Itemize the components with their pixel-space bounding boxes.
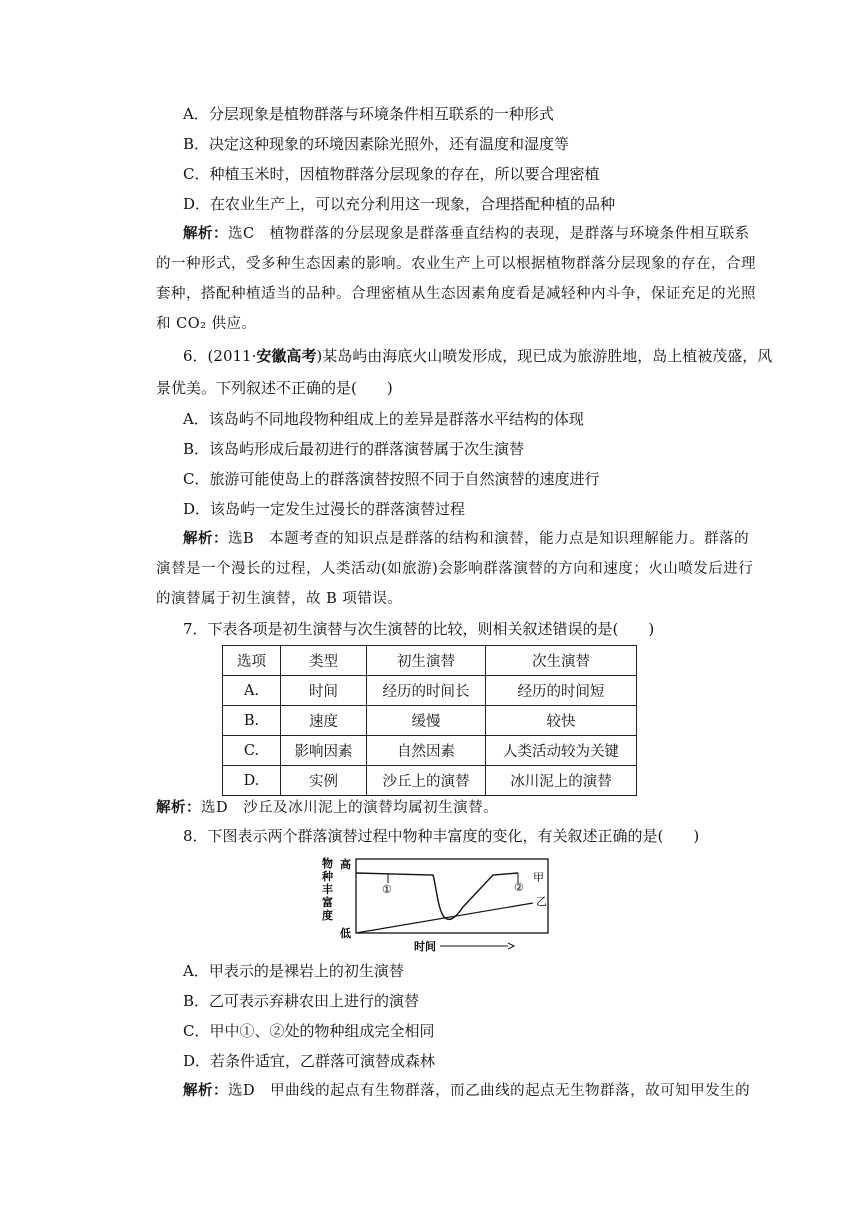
table-header-cell: 次生演替 — [486, 646, 637, 676]
table-row — [223, 736, 637, 766]
q6-stem-text: )某岛屿由海底火山喷发形成，现已成为旅游胜地，岛上植被茂盛，风 — [316, 347, 773, 365]
q7-stem: 7．下表各项是初生演替与次生演替的比较，则相关叙述错误的是( ) — [183, 620, 655, 638]
table-cell: 人类活动较为关键 — [486, 736, 637, 766]
table-cell: D. — [223, 766, 281, 796]
q8-explanation-line — [183, 1081, 750, 1101]
table-row — [223, 706, 637, 736]
table-row — [223, 766, 637, 796]
q5-explanation-line — [183, 224, 750, 244]
q5-explanation-line: 和 CO₂ 供应。 — [156, 316, 257, 332]
q6-option-b: B．该岛屿形成后最初进行的群落演替属于次生演替 — [183, 440, 525, 458]
comparison-table — [222, 645, 637, 796]
q8-expl-text: 选D 甲曲线的起点有生物群落，而乙曲线的起点无生物群落，故可知甲发生的 — [228, 1083, 751, 1099]
explanation-label: 解析： — [183, 530, 228, 547]
series-jia-line — [356, 873, 518, 919]
q7-explanation-line — [156, 798, 498, 818]
explanation-label: 解析： — [156, 799, 201, 816]
table-cell: 较快 — [486, 706, 637, 736]
q6-stem-line2: 景优美。下列叙述不正确的是( ) — [156, 379, 393, 397]
table-cell: 实例 — [281, 766, 367, 796]
q6-stem-line1 — [183, 346, 772, 366]
table-cell: 自然因素 — [367, 736, 486, 766]
q6-option-d: D．该岛屿一定发生过漫长的群落演替过程 — [183, 500, 466, 518]
table-header-cell: 类型 — [281, 646, 367, 676]
q8-option-a: A．甲表示的是裸岩上的初生演替 — [183, 962, 404, 980]
table-cell: 速度 — [281, 706, 367, 736]
table-cell: A. — [223, 676, 281, 706]
plot-frame — [356, 859, 548, 933]
table-header-row — [223, 646, 637, 676]
table-header-cell: 初生演替 — [367, 646, 486, 676]
arrow-head-icon — [508, 943, 514, 949]
marker-2-label: ② — [514, 881, 524, 894]
explanation-label: 解析： — [183, 225, 228, 242]
table-cell: C. — [223, 736, 281, 766]
q6-explanation-line: 演替是一个漫长的过程，人类活动(如旅游)会影响群落演替的方向和速度；火山喷发后进行 — [156, 561, 754, 577]
q6-source: 安徽高考 — [256, 347, 317, 365]
q5-option-c: C．种植玉米时，因植物群落分层现象的存在，所以要合理密植 — [183, 165, 600, 183]
q8-option-c: C．甲中①、②处的物种组成完全相同 — [183, 1022, 435, 1040]
q8-option-b: B．乙可表示弃耕农田上进行的演替 — [183, 992, 420, 1010]
q6-explanation-line — [183, 529, 749, 549]
q5-option-b: B．决定这种现象的环境因素除光照外，还有温度和湿度等 — [183, 135, 570, 153]
q6-number: 6．(2011· — [183, 347, 257, 365]
table-cell: 经历的时间短 — [486, 676, 637, 706]
q6-option-c: C．旅游可能使岛上的群落演替按照不同于自然演替的速度进行 — [183, 470, 600, 488]
q5-explanation-line: 的一种形式，受多种生态因素的影响。农业生产上可以根据植物群落分层现象的存在，合理 — [156, 256, 756, 272]
y-high-label: 高 — [340, 859, 351, 871]
table-cell: 沙丘上的演替 — [367, 766, 486, 796]
x-axis-label: 时间 — [414, 941, 436, 953]
q8-stem: 8．下图表示两个群落演替过程中物种丰富度的变化，有关叙述正确的是( ) — [183, 827, 700, 845]
explanation-label: 解析： — [183, 1082, 228, 1099]
q5-expl-text: 选C 植物群落的分层现象是群落垂直结构的表现，是群落与环境条件相互联系 — [228, 226, 750, 242]
series-yi-label: 乙 — [536, 895, 547, 908]
q7-expl-text: 选D 沙丘及冰川泥上的演替均属初生演替。 — [201, 800, 499, 816]
table-cell: 时间 — [281, 676, 367, 706]
q6-expl-text: 选B 本题考查的知识点是群落的结构和演替，能力点是知识理解能力。群落的 — [228, 531, 750, 547]
y-axis-label: 物种丰富度 — [322, 858, 333, 922]
series-jia-label: 甲 — [533, 871, 544, 884]
table-cell: 影响因素 — [281, 736, 367, 766]
table-row — [223, 676, 637, 706]
series-yi-line — [356, 903, 533, 933]
q5-explanation-line: 套种，搭配种植适当的品种。合理密植从生态因素角度看是减轻种内斗争，保证充足的光照 — [156, 286, 756, 302]
succession-chart — [318, 855, 558, 955]
y-low-label: 低 — [340, 928, 351, 940]
table-cell: 缓慢 — [367, 706, 486, 736]
table-cell: 冰川泥上的演替 — [486, 766, 637, 796]
marker-1-label: ① — [382, 883, 392, 896]
q5-option-a: A．分层现象是植物群落与环境条件相互联系的一种形式 — [183, 105, 554, 123]
q6-explanation-line: 的演替属于初生演替，故 B 项错误。 — [156, 591, 403, 607]
q5-option-d: D．在农业生产上，可以充分利用这一现象，合理搭配种植的品种 — [183, 195, 616, 213]
q8-option-d: D．若条件适宜，乙群落可演替成森林 — [183, 1052, 436, 1070]
table-cell: 经历的时间长 — [367, 676, 486, 706]
table-cell: B. — [223, 706, 281, 736]
table-header-cell: 选项 — [223, 646, 281, 676]
q6-option-a: A．该岛屿不同地段物种组成上的差异是群落水平结构的体现 — [183, 410, 584, 428]
